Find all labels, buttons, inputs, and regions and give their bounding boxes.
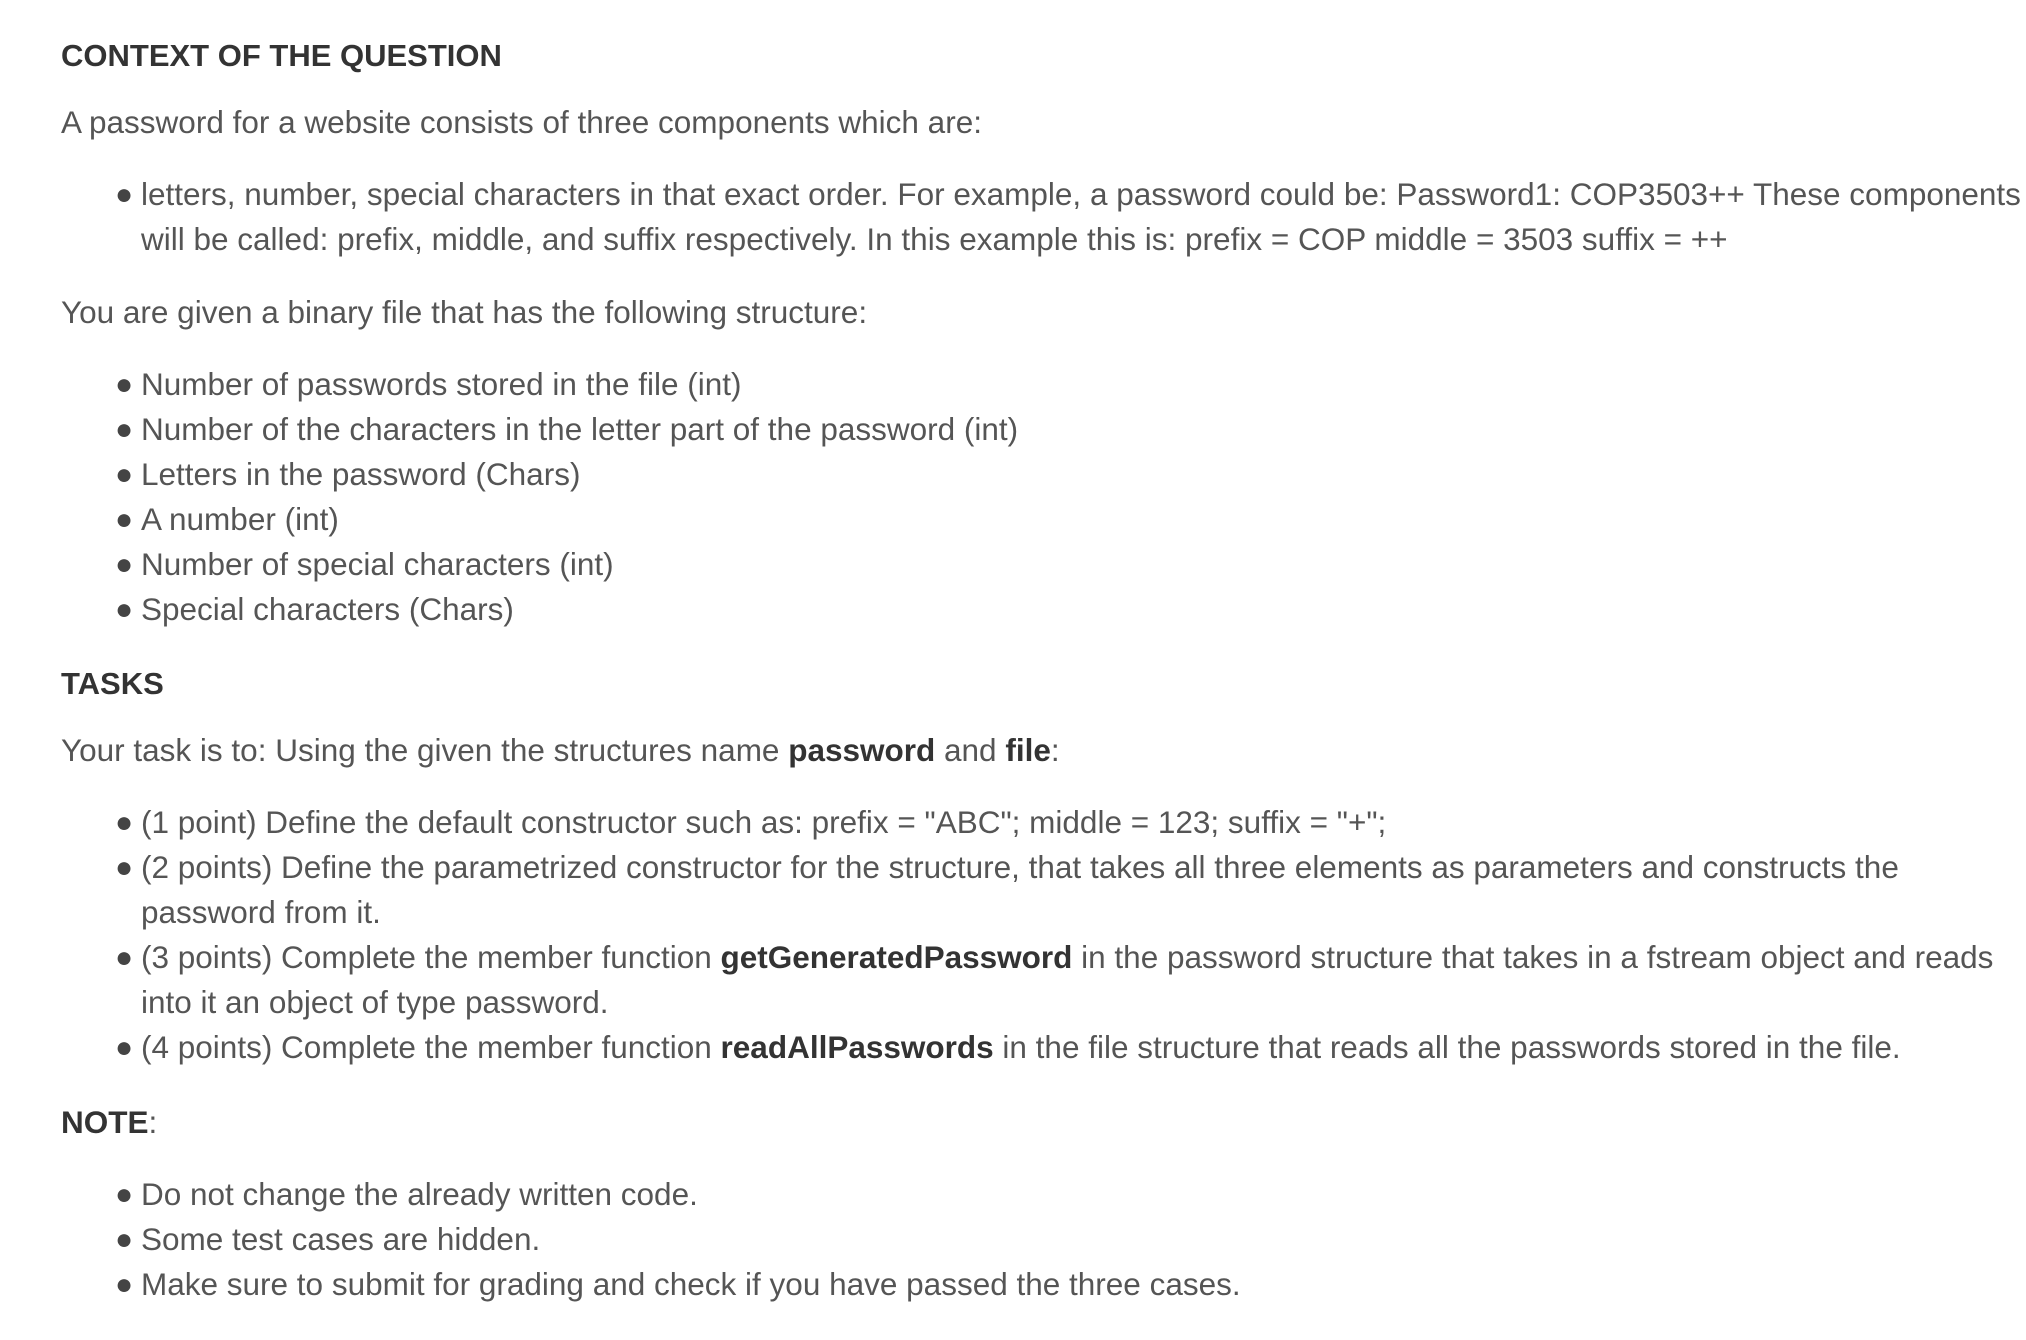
context-heading: CONTEXT OF THE QUESTION — [61, 38, 502, 73]
list-item — [61, 172, 2021, 262]
question-document — [61, 34, 2021, 1307]
bullet-icon: ● — [115, 548, 134, 581]
file-structure-intro: You are given a binary file that has the following structure: — [61, 294, 868, 330]
tasks-list — [61, 800, 2021, 1070]
bullet-icon: ● — [115, 593, 134, 626]
list-item-text: Some test cases are hidden. — [141, 1221, 541, 1257]
list-item — [61, 800, 2021, 845]
list-item — [61, 935, 2021, 1025]
bullet-icon: ● — [115, 413, 134, 446]
list-item — [61, 542, 2021, 587]
list-item-text: Number of special characters (int) — [141, 546, 614, 582]
list-item — [61, 845, 2021, 935]
note-colon: : — [148, 1104, 158, 1140]
password-struct-name: password — [788, 732, 936, 768]
list-item — [61, 407, 2021, 452]
list-item-text: letters, number, special characters in that exact order. For example, a password could be: Password1: COP3503++ These components will be called: prefix, middle, and suffix respectively. In this example this is: prefix = COP middle = 3503 suffix = ++ — [141, 176, 2021, 257]
bullet-icon: ● — [115, 1268, 134, 1301]
bullet-icon: ● — [115, 806, 134, 839]
note-list — [61, 1172, 2021, 1307]
list-item — [61, 1025, 2021, 1070]
list-item — [61, 1262, 2021, 1307]
bullet-icon: ● — [115, 368, 134, 401]
bullet-icon: ● — [115, 1223, 134, 1256]
list-item — [61, 587, 2021, 632]
list-item-text: A number (int) — [141, 501, 339, 537]
list-item — [61, 362, 2021, 407]
file-structure-list — [61, 362, 2021, 632]
task-text: (4 points) Complete the member function — [141, 1029, 721, 1065]
bullet-icon: ● — [115, 458, 134, 491]
list-item-text: Number of the characters in the letter part of the password (int) — [141, 411, 1019, 447]
context-intro: A password for a website consists of three components which are: — [61, 104, 982, 140]
list-item — [61, 1217, 2021, 1262]
bullet-icon: ● — [115, 503, 134, 536]
bullet-icon: ● — [115, 941, 134, 974]
tasks-intro — [61, 728, 2021, 772]
function-name: getGeneratedPassword — [720, 939, 1073, 975]
list-item-text: Do not change the already written code. — [141, 1176, 698, 1212]
note-heading: NOTE — [61, 1104, 149, 1140]
note-heading-line — [61, 1100, 2021, 1144]
list-item-text: Make sure to submit for grading and check if you have passed the three cases. — [141, 1266, 1241, 1302]
task-text: (3 points) Complete the member function — [141, 939, 721, 975]
bullet-icon: ● — [115, 1031, 134, 1064]
function-name: readAllPasswords — [720, 1029, 994, 1065]
task-text: in the password structure that takes in a fstream object and reads into it an object of type password. — [141, 939, 1994, 1020]
list-item-text: Special characters (Chars) — [141, 591, 514, 627]
bullet-icon: ● — [115, 1178, 134, 1211]
list-item-text: Number of passwords stored in the file (int) — [141, 366, 742, 402]
tasks-intro-text: Your task is to: Using the given the structures name — [61, 732, 789, 768]
task-text: (2 points) Define the parametrized constructor for the structure, that takes all three elements as parameters and constructs the password from it. — [141, 849, 1899, 930]
list-item — [61, 1172, 2021, 1217]
file-struct-name: file — [1005, 732, 1051, 768]
context-bullet-list — [61, 172, 2021, 262]
tasks-heading: TASKS — [61, 666, 164, 701]
bullet-icon: ● — [115, 178, 134, 211]
tasks-intro-post: : — [1050, 732, 1060, 768]
task-text: (1 point) Define the default constructor such as: prefix = "ABC"; middle = 123; suffix = "+"; — [141, 804, 1387, 840]
list-item-text: Letters in the password (Chars) — [141, 456, 581, 492]
task-text: in the file structure that reads all the passwords stored in the file. — [993, 1029, 1901, 1065]
tasks-intro-mid: and — [935, 732, 1006, 768]
list-item — [61, 497, 2021, 542]
list-item — [61, 452, 2021, 497]
bullet-icon: ● — [115, 851, 134, 884]
